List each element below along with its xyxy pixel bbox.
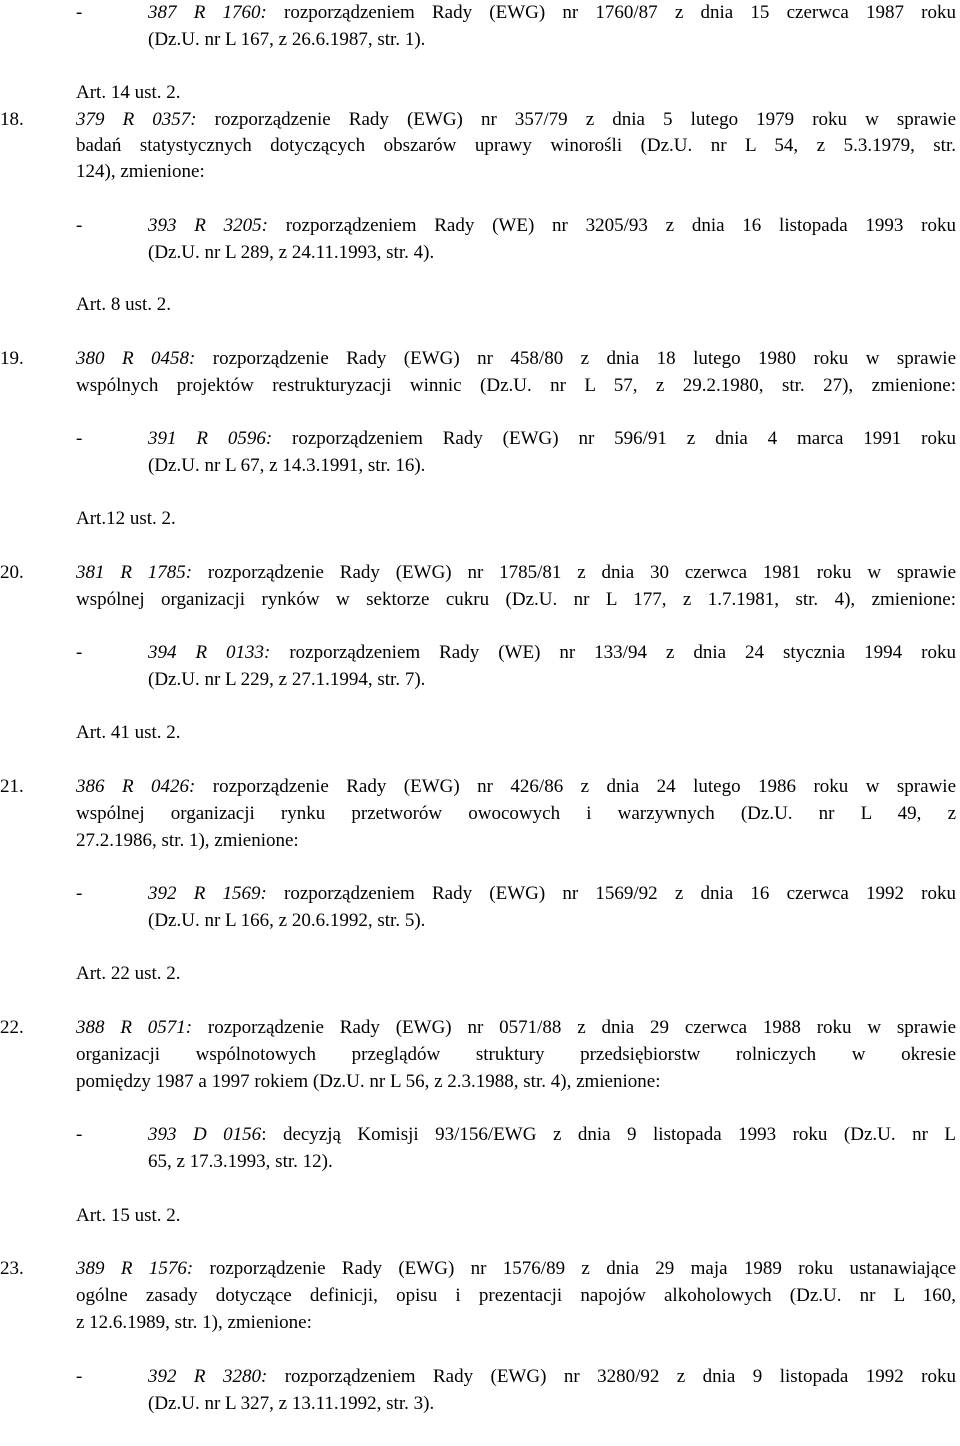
sub-entry-text: rozporządzeniem Rady (WE) nr 133/94 z dnia 24 stycznia 1994 roku: [270, 642, 956, 663]
entry-line: wspólnej organizacji rynków w sektorze cukru (Dz.U. nr L 177, z 1.7.1981, str. 4), zmienione:: [76, 589, 956, 610]
entry-text: rozporządzenie Rady (EWG) nr 458/80 z dnia 18 lutego 1980 roku w sprawie: [195, 348, 956, 369]
sub-entry-line: [148, 1122, 956, 1148]
article-ref: Art. 8 ust. 2.: [76, 294, 171, 315]
regulation-code: 392 R 1569:: [148, 883, 267, 904]
entry-line: pomiędzy 1987 a 1997 rokiem (Dz.U. nr L 56, z 2.3.1988, str. 4), zmienione:: [76, 1071, 661, 1092]
regulation-code: 394 R 0133:: [148, 642, 271, 663]
entry-text: rozporządzenie Rady (EWG) nr 357/79 z dnia 5 lutego 1979 roku w sprawie: [196, 109, 956, 130]
entry-number: 21.: [0, 776, 24, 797]
entry-line: [76, 107, 956, 133]
sub-entry-line: [148, 640, 956, 666]
list-dash: -: [76, 642, 83, 663]
regulation-code: 380 R 0458:: [76, 348, 196, 369]
list-dash: -: [76, 883, 83, 904]
entry-text: rozporządzenie Rady (EWG) nr 1785/81 z dnia 30 czerwca 1981 roku w sprawie: [192, 562, 956, 583]
sub-entry-line: 65, z 17.3.1993, str. 12).: [148, 1151, 333, 1172]
entry-line: ogólne zasady dotyczące definicji, opisu i prezentacji napojów alkoholowych (Dz.U. nr L 160,: [76, 1285, 956, 1306]
regulation-code: 393 R 3205:: [148, 215, 268, 236]
sub-entry-line: [148, 1364, 956, 1390]
regulation-code: 391 R 0596:: [148, 428, 273, 449]
sub-entry-line: (Dz.U. nr L 166, z 20.6.1992, str. 5).: [148, 910, 426, 931]
entry-number: 23.: [0, 1258, 24, 1279]
article-ref: Art. 41 ust. 2.: [76, 722, 181, 743]
entry-line: wspólnej organizacji rynku przetworów owocowych i warzywnych (Dz.U. nr L 49, z: [76, 803, 956, 824]
entry-text: rozporządzenie Rady (EWG) nr 426/86 z dnia 24 lutego 1986 roku w sprawie: [195, 776, 956, 797]
sub-entry-line: [148, 0, 956, 26]
sub-entry-line: (Dz.U. nr L 67, z 14.3.1991, str. 16).: [148, 455, 426, 476]
entry-number: 22.: [0, 1017, 24, 1038]
list-dash: -: [76, 1366, 83, 1387]
article-ref: Art.12 ust. 2.: [76, 508, 176, 529]
entry-number: 19.: [0, 348, 24, 369]
entry-number: 18.: [0, 109, 24, 130]
sub-entry-line: (Dz.U. nr L 289, z 24.11.1993, str. 4).: [148, 242, 435, 263]
regulation-code: 392 R 3280:: [148, 1366, 268, 1387]
entry-line: 27.2.1986, str. 1), zmienione:: [76, 830, 299, 851]
list-dash: -: [76, 1124, 83, 1145]
sub-entry-line: [148, 881, 956, 907]
sub-entry-line: (Dz.U. nr L 167, z 26.6.1987, str. 1).: [148, 29, 426, 50]
sub-entry-line: (Dz.U. nr L 327, z 13.11.1992, str. 3).: [148, 1393, 435, 1414]
sub-entry-line: [148, 213, 956, 239]
regulation-code: 381 R 1785:: [76, 562, 193, 583]
list-dash: -: [76, 428, 83, 449]
entry-line: [76, 560, 956, 586]
sub-entry-text: rozporządzeniem Rady (EWG) nr 1760/87 z dnia 15 czerwca 1987 roku: [266, 2, 956, 23]
article-ref: Art. 14 ust. 2.: [76, 82, 181, 103]
entry-line: wspólnych projektów restrukturyzacji winnic (Dz.U. nr L 57, z 29.2.1980, str. 27), zmienione:: [76, 375, 956, 396]
list-dash: -: [76, 215, 83, 236]
sub-entry-text: rozporządzeniem Rady (EWG) nr 1569/92 z dnia 16 czerwca 1992 roku: [266, 883, 956, 904]
entry-line: z 12.6.1989, str. 1), zmienione:: [76, 1312, 312, 1333]
list-dash: -: [76, 2, 83, 23]
entry-text: rozporządzenie Rady (EWG) nr 1576/89 z dnia 29 maja 1989 roku ustanawiające: [193, 1258, 956, 1279]
regulation-code: 386 R 0426:: [76, 776, 196, 797]
regulation-code: 379 R 0357:: [76, 109, 197, 130]
article-ref: Art. 15 ust. 2.: [76, 1205, 181, 1226]
article-ref: Art. 22 ust. 2.: [76, 963, 181, 984]
entry-line: [76, 1256, 956, 1282]
sub-entry-line: [148, 426, 956, 452]
entry-line: [76, 346, 956, 372]
sub-entry-text: rozporządzeniem Rady (EWG) nr 3280/92 z dnia 9 listopada 1992 roku: [267, 1366, 956, 1387]
sub-entry-text: : decyzją Komisji 93/156/EWG z dnia 9 listopada 1993 roku (Dz.U. nr L: [261, 1124, 956, 1145]
entry-text: rozporządzenie Rady (EWG) nr 0571/88 z dnia 29 czerwca 1988 roku w sprawie: [192, 1017, 956, 1038]
regulation-code: 387 R 1760:: [148, 2, 267, 23]
entry-line: badań statystycznych dotyczących obszarów uprawy winorośli (Dz.U. nr L 54, z 5.3.1979, str.: [76, 135, 956, 156]
regulation-code: 388 R 0571:: [76, 1017, 193, 1038]
entry-line: 124), zmienione:: [76, 161, 205, 182]
regulation-code: 389 R 1576:: [76, 1258, 194, 1279]
sub-entry-text: rozporządzeniem Rady (EWG) nr 596/91 z dnia 4 marca 1991 roku: [272, 428, 956, 449]
entry-number: 20.: [0, 562, 24, 583]
sub-entry-line: (Dz.U. nr L 229, z 27.1.1994, str. 7).: [148, 669, 426, 690]
entry-line: organizacji wspólnotowych przeglądów struktury przedsiębiorstw rolniczych w okresie: [76, 1044, 956, 1065]
regulation-code: 393 D 0156: [148, 1124, 262, 1145]
entry-line: [76, 774, 956, 800]
sub-entry-text: rozporządzeniem Rady (WE) nr 3205/93 z dnia 16 listopada 1993 roku: [267, 215, 956, 236]
entry-line: [76, 1015, 956, 1041]
